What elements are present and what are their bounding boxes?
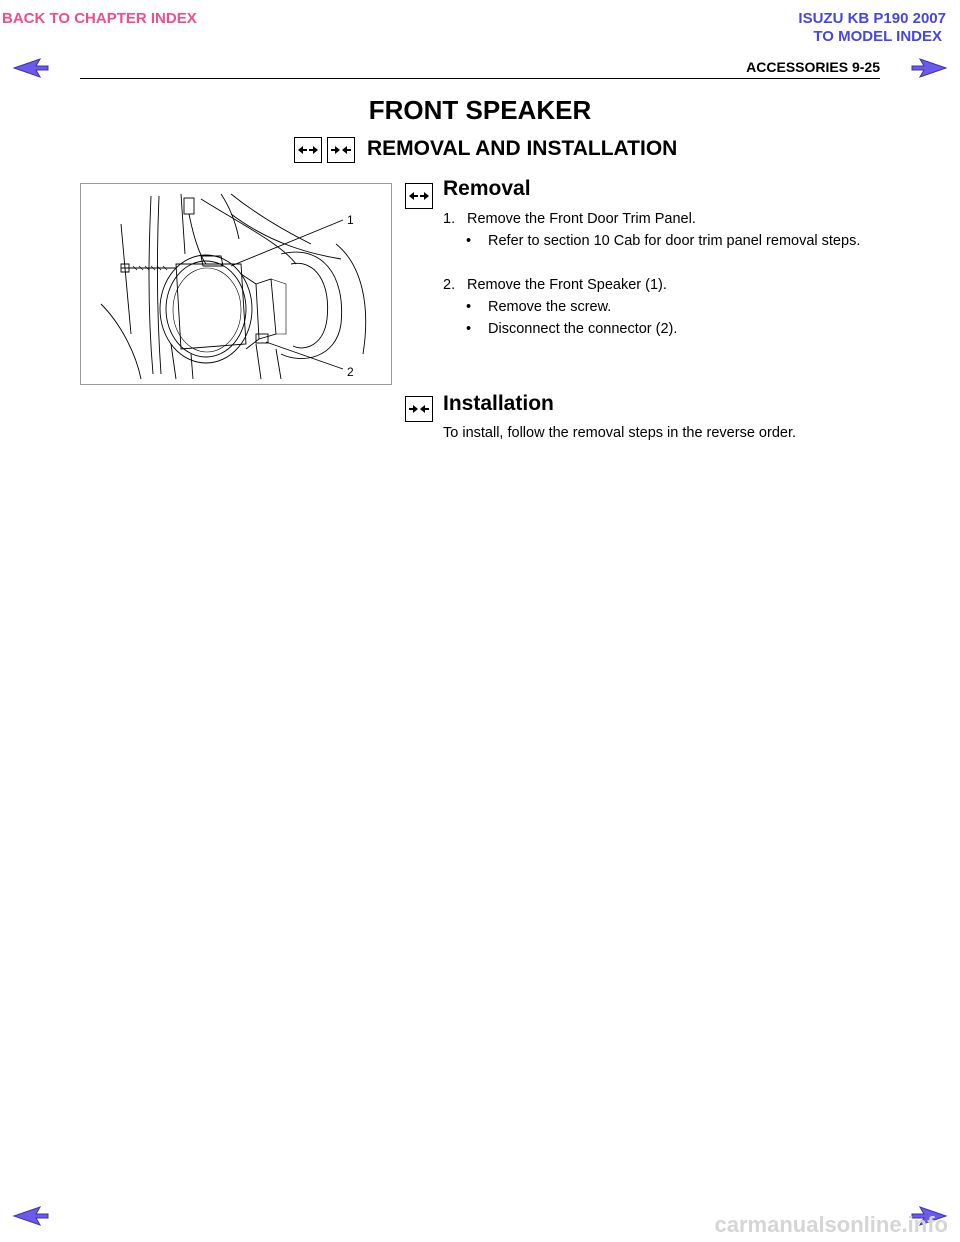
next-page-arrow-icon[interactable] (910, 56, 948, 80)
removal-step-2-bullet-2 (466, 318, 677, 340)
installation-heading: Installation (443, 392, 554, 415)
front-speaker-figure (80, 183, 392, 385)
removal-symbol-icon (294, 137, 322, 163)
step-number: 2. (443, 277, 456, 293)
back-to-chapter-index-link[interactable]: BACK TO CHAPTER INDEX (2, 10, 197, 27)
removal-step-1 (443, 208, 696, 230)
bullet-text: Remove the screw. (488, 299, 612, 315)
figure-callout-1: 1 (347, 213, 354, 227)
bullet-icon: • (466, 321, 472, 337)
step-text: Remove the Front Speaker (1). (467, 277, 667, 293)
header-divider (80, 78, 880, 79)
bullet-text: Disconnect the connector (2). (488, 321, 678, 337)
installation-symbol-icon (327, 137, 355, 163)
section-header: ACCESSORIES 9-25 (746, 59, 880, 75)
removal-symbol-icon (405, 183, 433, 209)
previous-page-arrow-icon[interactable] (12, 56, 50, 80)
bullet-icon: • (466, 299, 472, 315)
door-panel-speaker-illustration (81, 184, 391, 384)
removal-heading: Removal (443, 177, 531, 200)
to-model-index-link[interactable]: TO MODEL INDEX (813, 28, 942, 45)
watermark: carmanualsonline.info (714, 1212, 948, 1237)
step-text: Remove the Front Door Trim Panel. (467, 211, 696, 227)
model-name: ISUZU KB P190 2007 (798, 10, 946, 27)
bullet-text: Refer to section 10 Cab for door trim panel removal steps. (488, 233, 861, 249)
installation-text: To install, follow the removal steps in the reverse order. (443, 425, 796, 441)
procedure-title: REMOVAL AND INSTALLATION (367, 137, 678, 160)
removal-step-2 (443, 274, 667, 296)
removal-step-1-bullet-1 (466, 230, 880, 252)
page-title: FRONT SPEAKER (368, 95, 592, 125)
removal-step-2-bullet-1 (466, 296, 611, 318)
figure-callout-2: 2 (347, 365, 354, 379)
installation-symbol-icon (405, 396, 433, 422)
bullet-icon: • (466, 233, 472, 249)
step-number: 1. (443, 211, 456, 227)
